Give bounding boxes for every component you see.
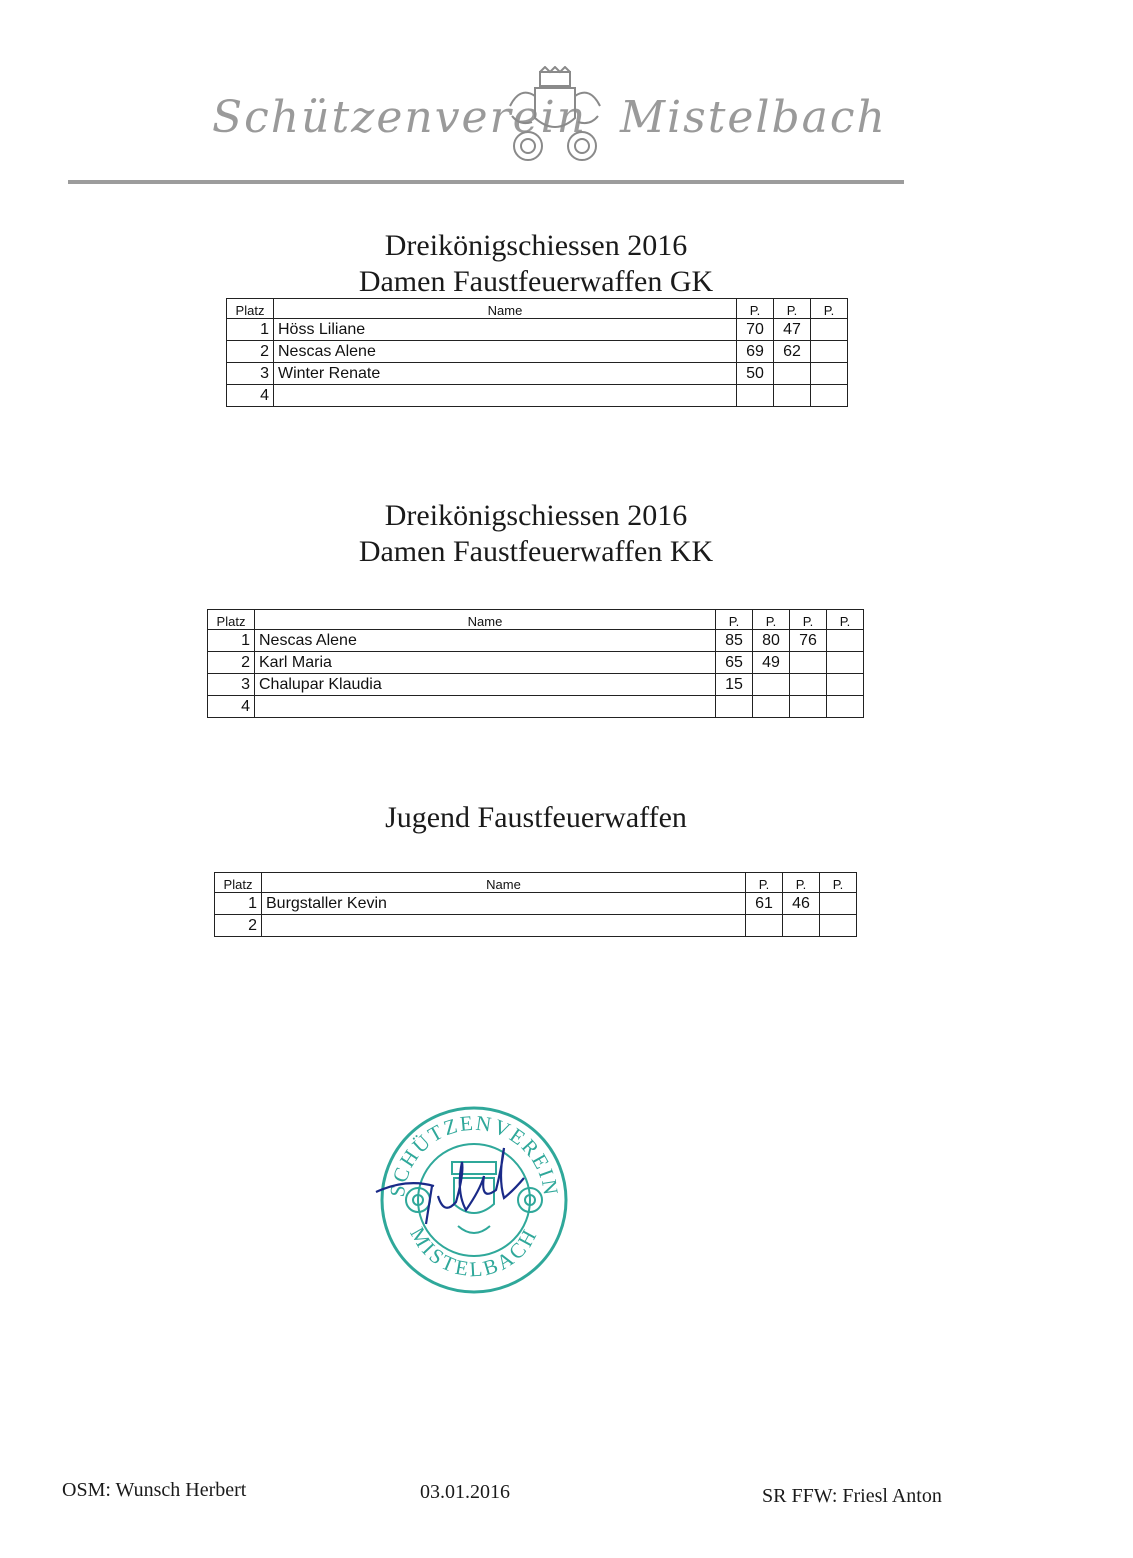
header-platz: Platz xyxy=(227,299,274,319)
points-cell: 15 xyxy=(716,674,753,696)
name-cell: Burgstaller Kevin xyxy=(262,893,746,915)
points-cell: 61 xyxy=(746,893,783,915)
place-cell: 3 xyxy=(208,674,255,696)
table-row xyxy=(215,915,857,937)
points-cell xyxy=(737,385,774,407)
place-cell: 4 xyxy=(208,696,255,718)
section-1-title-line1: Dreikönigschiessen 2016 xyxy=(384,229,688,262)
table-row xyxy=(227,363,848,385)
points-cell: 69 xyxy=(737,341,774,363)
section-1-title xyxy=(186,228,886,300)
header-points: P. xyxy=(746,873,783,893)
name-cell: Nescas Alene xyxy=(255,630,716,652)
footer-osm: OSM: Wunsch Herbert xyxy=(62,1479,247,1501)
points-cell xyxy=(790,674,827,696)
name-cell: Nescas Alene xyxy=(274,341,737,363)
name-cell xyxy=(274,385,737,407)
club-crest-icon xyxy=(500,66,610,166)
stamp-top-text: SCHÜTZENVEREIN xyxy=(384,1110,564,1199)
points-cell xyxy=(811,319,848,341)
header-points: P. xyxy=(716,610,753,630)
points-cell: 80 xyxy=(753,630,790,652)
name-cell: Chalupar Klaudia xyxy=(255,674,716,696)
points-cell xyxy=(753,696,790,718)
points-cell: 65 xyxy=(716,652,753,674)
table-row xyxy=(227,385,848,407)
points-cell: 49 xyxy=(753,652,790,674)
letterhead-left-text: Schützenverein xyxy=(212,92,588,143)
table-row xyxy=(208,674,864,696)
header-rule xyxy=(68,180,904,184)
section-2-title xyxy=(186,498,886,570)
points-cell xyxy=(753,674,790,696)
points-cell xyxy=(811,385,848,407)
points-cell xyxy=(827,630,864,652)
points-cell: 50 xyxy=(737,363,774,385)
points-cell xyxy=(827,674,864,696)
header-points: P. xyxy=(790,610,827,630)
header-points: P. xyxy=(827,610,864,630)
name-cell: Winter Renate xyxy=(274,363,737,385)
header-platz: Platz xyxy=(208,610,255,630)
header-points: P. xyxy=(753,610,790,630)
points-cell xyxy=(811,363,848,385)
name-cell xyxy=(255,696,716,718)
section-3-title xyxy=(186,800,886,836)
header-points: P. xyxy=(820,873,857,893)
points-cell: 62 xyxy=(774,341,811,363)
section-2-title-line1: Dreikönigschiessen 2016 xyxy=(384,499,688,532)
points-cell xyxy=(820,893,857,915)
table-row xyxy=(208,696,864,718)
points-cell xyxy=(811,341,848,363)
place-cell: 2 xyxy=(227,341,274,363)
svg-text:MISTELBACH xyxy=(405,1223,542,1281)
points-cell: 76 xyxy=(790,630,827,652)
header-points: P. xyxy=(811,299,848,319)
place-cell: 1 xyxy=(208,630,255,652)
points-cell: 46 xyxy=(783,893,820,915)
points-cell xyxy=(820,915,857,937)
header-name: Name xyxy=(274,299,737,319)
table-row xyxy=(208,652,864,674)
points-cell: 70 xyxy=(737,319,774,341)
footer-date: 03.01.2016 xyxy=(420,1481,510,1503)
letterhead xyxy=(0,60,1133,190)
points-cell xyxy=(783,915,820,937)
points-cell xyxy=(790,652,827,674)
points-cell xyxy=(827,696,864,718)
table-header-row xyxy=(227,299,848,319)
place-cell: 4 xyxy=(227,385,274,407)
table-row xyxy=(208,630,864,652)
stamp-bottom-text: MISTELBACH xyxy=(405,1222,543,1282)
table-row xyxy=(227,341,848,363)
points-cell xyxy=(790,696,827,718)
points-cell xyxy=(774,363,811,385)
results-table-jugend xyxy=(214,872,857,937)
header-points: P. xyxy=(774,299,811,319)
results-table-gk xyxy=(226,298,848,407)
name-cell: Höss Liliane xyxy=(274,319,737,341)
club-stamp xyxy=(374,1100,574,1300)
place-cell: 1 xyxy=(215,893,262,915)
section-2-title-line2: Damen Faustfeuerwaffen KK xyxy=(358,535,714,568)
header-name: Name xyxy=(255,610,716,630)
points-cell xyxy=(716,696,753,718)
svg-text:SCHÜTZENVEREIN xyxy=(385,1111,563,1199)
table-row xyxy=(215,893,857,915)
header-points: P. xyxy=(783,873,820,893)
section-3-title-line1: Jugend Faustfeuerwaffen xyxy=(385,801,687,834)
place-cell: 3 xyxy=(227,363,274,385)
place-cell: 2 xyxy=(208,652,255,674)
letterhead-right-text: Mistelbach xyxy=(620,92,887,143)
place-cell: 1 xyxy=(227,319,274,341)
name-cell xyxy=(262,915,746,937)
header-platz: Platz xyxy=(215,873,262,893)
place-cell: 2 xyxy=(215,915,262,937)
points-cell: 85 xyxy=(716,630,753,652)
footer-sr-ffw: SR FFW: Friesl Anton xyxy=(762,1485,942,1507)
table-header-row xyxy=(208,610,864,630)
points-cell xyxy=(774,385,811,407)
header-name: Name xyxy=(262,873,746,893)
name-cell: Karl Maria xyxy=(255,652,716,674)
table-header-row xyxy=(215,873,857,893)
section-1-title-line2: Damen Faustfeuerwaffen GK xyxy=(358,265,714,298)
points-cell xyxy=(746,915,783,937)
table-row xyxy=(227,319,848,341)
results-table-kk xyxy=(207,609,864,718)
header-points: P. xyxy=(737,299,774,319)
points-cell: 47 xyxy=(774,319,811,341)
points-cell xyxy=(827,652,864,674)
